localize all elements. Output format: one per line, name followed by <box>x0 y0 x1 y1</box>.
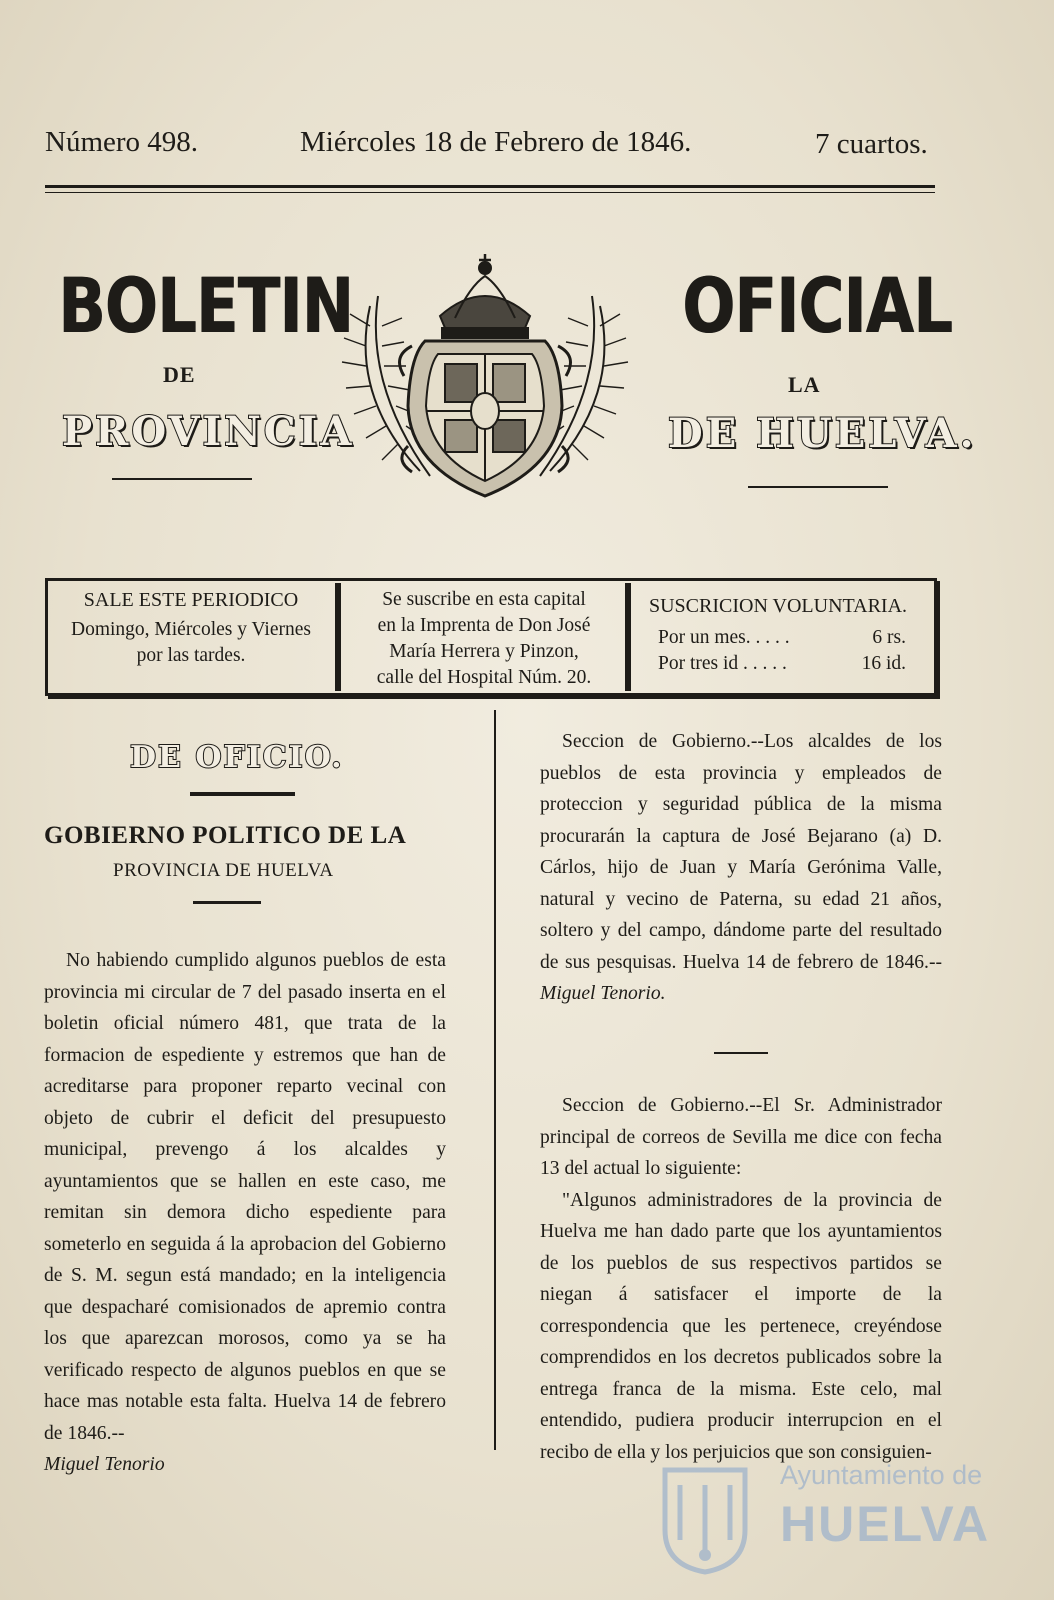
price-label-three: Por tres id . . . . . <box>658 653 787 674</box>
right-article-1-body: Seccion de Gobierno.--Los alcaldes de los pueblos de esta provincia y empleados de proteccion y seguridad pública de la misma procurarán la captura de José Bejarano (a) D. Cárlos, hijo de Juan y María Gerónima Valle, natural y vecino de Paterna, su edad 21 años, soltero y del campo, dándome parte del resultado de sus pesquisas. Huelva 14 de febrero de 1846.-- <box>540 731 942 973</box>
section-rule <box>190 792 295 796</box>
issue-number: Número 498. <box>45 126 199 158</box>
title-de-huelva: DE HUELVA. <box>668 410 977 457</box>
right-article-2-body: Seccion de Gobierno.--El Sr. Administrador principal de correos de Sevilla me dice con fecha 13 del actual lo siguiente: <box>540 1095 942 1179</box>
coat-of-arms-icon <box>330 246 640 508</box>
box-divider-1 <box>335 583 341 691</box>
price-label-month: Por un mes. . . . . <box>658 627 790 648</box>
right-article-2 <box>540 1090 942 1468</box>
price-value-three: 16 id. <box>861 653 906 674</box>
schedule-time: por las tardes. <box>136 645 246 666</box>
column-divider <box>494 710 496 1450</box>
masthead-rule-bottom <box>45 192 935 193</box>
title-de: DE <box>163 362 196 387</box>
price-row-three <box>638 651 918 677</box>
box-divider-2 <box>625 583 631 691</box>
title-oficial: OFICIAL <box>682 261 952 350</box>
left-article-body: No habiendo cumplido algunos pueblos de esta provincia mi circular de 7 del pasado inserta en el boletin oficial número 481, que trata de la formacion de espediente y estremos que han de acreditarse para proponer reparto vecinal con objeto de cubrir el deficit del presupuesto municipal, prevengo á los alcaldes y ayuntamientos que se hallen en este caso, me remitan sin demora dicho espediente para someterlo en seguida á la aprobacion del Gobierno de S. M. segun está mandado; en la inteligencia que despacharé comisionados de apremio contra los que aparezcan morosos, como ya se ha verificado respecto de algunos pueblos en que se hace mas notable esta falta. Huelva 14 de febrero de 1846.-- <box>44 950 446 1444</box>
watermark-line-2: HUELVA <box>780 1496 991 1552</box>
subscription-location <box>346 587 622 691</box>
schedule-title: SALE ESTE PERIODICO <box>83 589 299 611</box>
subscription-prices <box>638 587 918 677</box>
issue-price: 7 cuartos. <box>815 128 928 160</box>
right-article-1-signature: Miguel Tenorio. <box>540 983 666 1004</box>
masthead-rule-top <box>45 185 935 188</box>
publication-schedule <box>52 587 330 669</box>
gobierno-heading: GOBIERNO POLITICO DE LA <box>44 822 407 849</box>
right-article-1 <box>540 726 942 1010</box>
ayuntamiento-watermark <box>655 1460 991 1580</box>
gobierno-subheading: PROVINCIA DE HUELVA <box>113 860 334 881</box>
location-line-2: en la Imprenta de Don José <box>377 615 591 636</box>
watermark-line-1: Ayuntamiento de <box>780 1460 983 1490</box>
schedule-days: Domingo, Miércoles y Viernes <box>70 619 311 640</box>
gobierno-rule <box>193 901 261 904</box>
right-rule <box>714 1052 768 1054</box>
left-article <box>44 945 446 1481</box>
title-ornament-left <box>112 478 252 480</box>
right-article-3-body: "Algunos administradores de la provincia de Huelva me han dado parte que los ayuntamientos de los pueblos de sus respectivos partidos se niegan á satisfacer el importe de la correspondencia que les pertenece, creyéndose comprendidos en los decretos publicados sobre la entrega franca de la misma. Este celo, mal entendido, pudiera producir interrupcion en el recibo de ella y los perjuicios que son consiguien- <box>540 1189 942 1463</box>
title-boletin: BOLETIN <box>58 261 353 350</box>
left-article-signature: Miguel Tenorio <box>44 1454 165 1475</box>
title-provincia: PROVINCIA <box>62 408 355 455</box>
section-de-oficio: DE OFICIO. <box>130 740 344 775</box>
title-ornament-right <box>748 486 888 488</box>
issue-date: Miércoles 18 de Febrero de 1846. <box>300 126 692 158</box>
location-line-3: María Herrera y Pinzon, <box>389 641 579 662</box>
title-la: LA <box>788 372 821 397</box>
location-line-4: calle del Hospital Núm. 20. <box>376 667 592 688</box>
price-row-month <box>638 625 918 651</box>
price-value-month: 6 rs. <box>872 627 906 648</box>
prices-title: SUSCRICION VOLUNTARIA. <box>648 595 908 617</box>
subscription-info-box <box>45 578 937 696</box>
ayuntamiento-logo-icon <box>655 1460 755 1575</box>
location-line-1: Se suscribe en esta capital <box>382 589 586 610</box>
